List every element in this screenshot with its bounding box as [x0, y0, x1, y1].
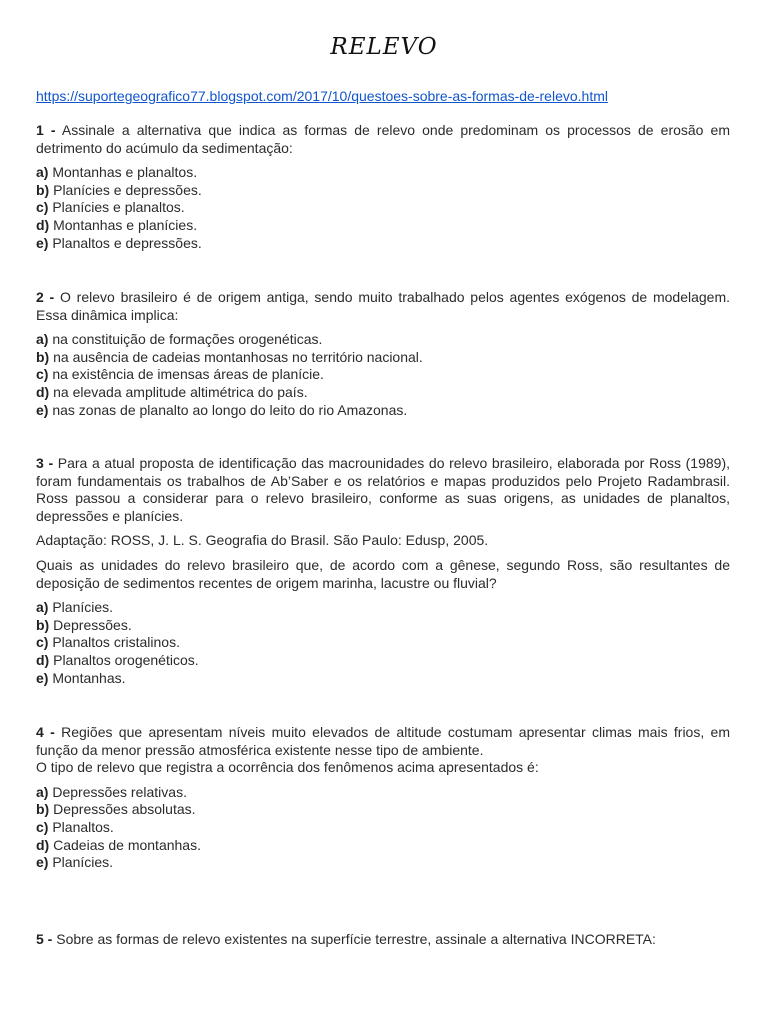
question-5: [36, 931, 730, 956]
question-1: [36, 122, 730, 252]
question-text: [36, 122, 730, 157]
option-letter: a): [36, 164, 49, 181]
option-text: na elevada amplitude altimétrica do país.: [53, 383, 308, 400]
options-list: [36, 784, 730, 872]
source-link[interactable]: https://suportegeografico77.blogspot.com/2017/10/questoes-sobre-as-formas-de-relevo.html: [36, 88, 608, 104]
option-text: Planícies e depressões.: [53, 181, 202, 198]
page-title: RELEVO: [330, 34, 438, 60]
option-letter: a): [36, 599, 49, 616]
option-item: [36, 366, 730, 384]
option-text: na ausência de cadeias montanhosas no território nacional.: [53, 348, 423, 365]
question-text: [36, 557, 730, 592]
option-text: Planaltos cristalinos.: [52, 634, 180, 651]
option-text: Planícies.: [52, 599, 114, 616]
option-letter: d): [36, 383, 50, 400]
option-item: [36, 384, 730, 402]
option-text: Planaltos.: [52, 818, 114, 835]
option-letter: d): [36, 836, 50, 853]
option-item: [36, 182, 730, 200]
question-paragraph: Sobre as formas de relevo existentes na superfície terrestre, assinale a alternativa INCORRETA:: [56, 931, 656, 947]
option-item: [36, 670, 730, 688]
question-number: 1 -: [36, 122, 56, 138]
question-paragraph: Assinale a alternativa que indica as formas de relevo onde predominam os processos de erosão em detrimento do acúmulo da sedimentação:: [36, 122, 730, 156]
question-4: [36, 724, 730, 872]
option-text: na constituição de formações orogenéticas.: [52, 331, 323, 348]
option-letter: b): [36, 181, 50, 198]
question-text: [36, 455, 730, 525]
option-item: [36, 164, 730, 182]
question-3: [36, 455, 730, 687]
option-letter: e): [36, 854, 49, 871]
option-letter: c): [36, 634, 49, 651]
option-letter: d): [36, 216, 50, 233]
option-item: [36, 652, 730, 670]
question-2: [36, 289, 730, 419]
option-item: [36, 599, 730, 617]
options-list: [36, 331, 730, 419]
option-letter: b): [36, 616, 50, 633]
option-letter: e): [36, 234, 49, 251]
option-text: Cadeias de montanhas.: [53, 836, 201, 853]
question-number: 2 -: [36, 289, 55, 305]
option-text: Montanhas e planícies.: [53, 216, 198, 233]
option-letter: c): [36, 199, 49, 216]
option-text: Depressões relativas.: [52, 783, 187, 800]
option-item: [36, 331, 730, 349]
option-item: [36, 854, 730, 872]
option-item: [36, 235, 730, 253]
option-letter: c): [36, 818, 49, 835]
option-item: [36, 617, 730, 635]
question-paragraph: Quais as unidades do relevo brasileiro que, de acordo com a gênese, segundo Ross, são resultantes de deposição de sedimentos recentes de origem marinha, lacustre ou fluvial?: [36, 556, 730, 591]
option-letter: a): [36, 783, 49, 800]
option-text: Planaltos e depressões.: [52, 234, 202, 251]
question-number: 4 -: [36, 724, 55, 740]
option-letter: b): [36, 348, 50, 365]
option-text: Montanhas e planaltos.: [52, 164, 198, 181]
option-item: [36, 217, 730, 235]
option-text: Depressões.: [53, 616, 132, 633]
option-letter: e): [36, 669, 49, 686]
option-letter: d): [36, 651, 50, 668]
option-letter: a): [36, 331, 49, 348]
question-text: [36, 931, 730, 949]
option-item: [36, 634, 730, 652]
option-item: [36, 199, 730, 217]
question-text: [36, 289, 730, 324]
option-item: [36, 801, 730, 819]
option-text: Planícies.: [52, 854, 114, 871]
option-item: [36, 402, 730, 420]
option-text: Planícies e planaltos.: [52, 199, 185, 216]
option-text: na existência de imensas áreas de planície.: [52, 366, 324, 383]
option-item: [36, 837, 730, 855]
question-paragraph: Adaptação: ROSS, J. L. S. Geografia do Brasil. São Paulo: Edusp, 2005.: [36, 532, 489, 549]
option-text: Planaltos orogenéticos.: [53, 651, 199, 668]
option-item: [36, 349, 730, 367]
options-list: [36, 164, 730, 252]
option-letter: c): [36, 366, 49, 383]
option-text: nas zonas de planalto ao longo do leito do rio Amazonas.: [52, 401, 408, 418]
option-letter: e): [36, 401, 49, 418]
option-item: [36, 819, 730, 837]
option-text: Montanhas.: [52, 669, 126, 686]
question-paragraph: Para a atual proposta de identificação das macrounidades do relevo brasileiro, elaborada por Ross (1989), foram fundamentais os trabalhos de Ab’Saber e os relatórios e mapas produzidos pelo Projeto Radambrasil. Ross passou a considerar para o relevo brasileiro, conforme as suas origens, as unidades de planaltos, depressões e planícies.: [36, 455, 730, 524]
question-text: [36, 532, 730, 550]
question-number: 5 -: [36, 931, 53, 947]
option-item: [36, 784, 730, 802]
question-number: 3 -: [36, 455, 54, 471]
option-text: Depressões absolutas.: [53, 801, 196, 818]
question-paragraph: O relevo brasileiro é de origem antiga, sendo muito trabalhado pelos agentes exógenos de modelagem. Essa dinâmica implica:: [36, 289, 731, 323]
question-paragraph: Regiões que apresentam níveis muito elevados de altitude costumam apresentar climas mais frios, em função da menor pressão atmosférica existente nesse tipo de ambiente. O tipo de relevo que registra a ocorrência dos fenômenos acima apresentados é:: [36, 724, 731, 776]
options-list: [36, 599, 730, 687]
option-letter: b): [36, 801, 50, 818]
question-text: [36, 724, 730, 777]
